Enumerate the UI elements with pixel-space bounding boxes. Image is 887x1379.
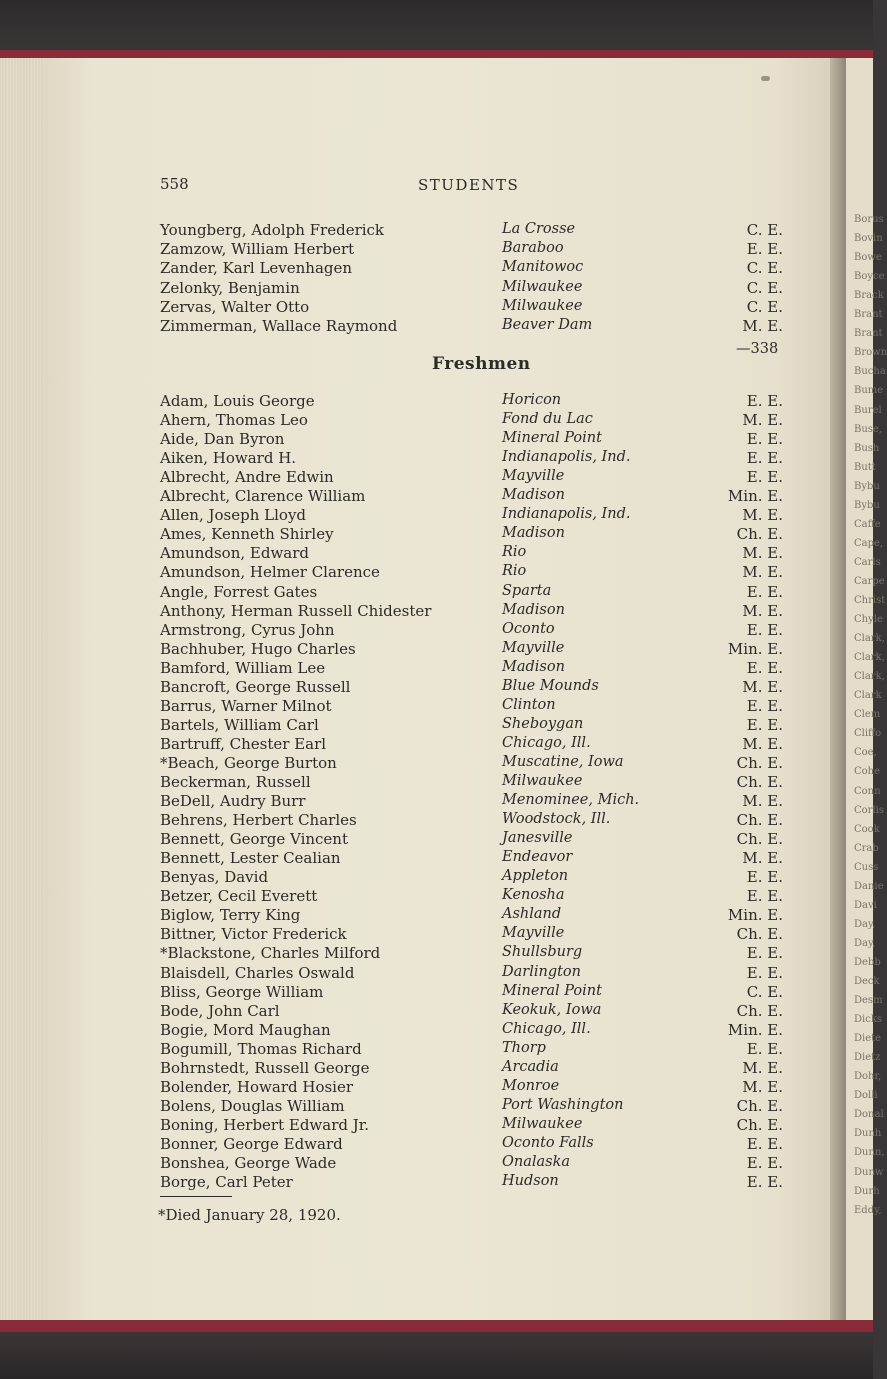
student-hometown: Mayville	[502, 925, 565, 942]
student-hometown: Darlington	[502, 963, 581, 980]
student-course: M. E.	[742, 601, 783, 620]
student-name: *Blackstone, Charles Milford	[160, 944, 381, 963]
student-course: M. E.	[742, 563, 783, 582]
student-course: M. E.	[742, 1077, 783, 1096]
student-entry	[0, 544, 873, 563]
facing-page-fragment: Davi	[854, 899, 877, 911]
student-name: Bolens, Douglas William	[160, 1096, 345, 1115]
student-name: Bittner, Victor Frederick	[160, 925, 347, 944]
student-name: Aiken, Howard H.	[160, 449, 297, 468]
student-name: Zander, Karl Levenhagen	[160, 259, 353, 278]
student-name: Bartels, William Carl	[160, 715, 319, 734]
student-name: Bancroft, George Russell	[160, 677, 351, 696]
student-entry	[0, 563, 873, 582]
student-hometown: Mayville	[502, 468, 565, 485]
facing-page-fragment: Dunh	[854, 1128, 882, 1140]
student-name: Benyas, David	[160, 868, 269, 887]
student-hometown: Thorp	[502, 1039, 546, 1056]
student-course: M. E.	[742, 792, 783, 811]
student-course: E. E.	[746, 1173, 783, 1192]
student-hometown: Oconto	[502, 620, 555, 637]
student-entry	[0, 773, 873, 792]
student-hometown: Muscatine, Iowa	[502, 753, 624, 770]
footnote: *Died January 28, 1920.	[158, 1206, 341, 1224]
student-hometown: Rio	[502, 563, 527, 580]
facing-page-fragment: Clark,	[854, 652, 885, 664]
student-hometown: Mineral Point	[502, 982, 602, 999]
student-entry	[0, 279, 873, 298]
facing-page-fragment: Dietz	[854, 1052, 881, 1064]
student-course: Ch. E.	[736, 925, 783, 944]
student-course: M. E.	[742, 411, 783, 430]
student-hometown: Madison	[502, 525, 565, 542]
student-hometown: Shullsburg	[502, 944, 583, 961]
facing-page-fragment: Crab	[854, 842, 879, 854]
facing-page-fragment: Day,	[854, 937, 876, 949]
student-course: M. E.	[742, 544, 783, 563]
running-head: STUDENTS	[418, 176, 520, 194]
student-name: Anthony, Herman Russell Chidester	[160, 601, 432, 620]
facing-page-fragment: Brant	[854, 328, 883, 340]
footnote-rule	[160, 1196, 232, 1197]
student-name: Bennett, Lester Cealian	[160, 849, 341, 868]
facing-page-fragment: Day,	[854, 918, 876, 930]
student-entry	[0, 944, 873, 963]
facing-page-fragment: Cape,	[854, 537, 884, 549]
student-entry	[0, 506, 873, 525]
student-course: E. E.	[746, 468, 783, 487]
student-name: Zimmerman, Wallace Raymond	[160, 317, 398, 335]
facing-page-fragment: Clark,	[854, 671, 885, 683]
facing-page-fragment: Danie	[854, 880, 884, 892]
facing-page-fragment: Chyle	[854, 614, 883, 626]
facing-page-fragment: Cliffo	[854, 728, 882, 740]
student-course: E. E.	[746, 392, 783, 410]
student-hometown: Oconto Falls	[502, 1134, 594, 1151]
student-hometown: Mineral Point	[502, 430, 602, 447]
student-hometown: Woodstock, Ill.	[502, 811, 611, 828]
student-entry	[0, 1173, 873, 1192]
student-name: Bode, John Carl	[160, 1001, 280, 1020]
student-course: Min. E.	[727, 1020, 783, 1039]
student-name: Bogie, Mord Maughan	[160, 1020, 331, 1039]
student-course: C. E.	[746, 221, 783, 239]
facing-page-fragment: Debb	[854, 956, 881, 968]
student-name: Boning, Herbert Edward Jr.	[160, 1115, 370, 1134]
student-hometown: Appleton	[502, 868, 569, 885]
student-name: Ahern, Thomas Leo	[160, 411, 308, 430]
student-name: Zamzow, William Herbert	[160, 240, 355, 259]
facing-page-fragment: Bovin	[854, 233, 883, 245]
student-course: Ch. E.	[736, 1115, 783, 1134]
student-hometown: Milwaukee	[502, 1115, 583, 1132]
student-course: M. E.	[742, 506, 783, 525]
student-hometown: Madison	[502, 601, 565, 618]
student-hometown: Onalaska	[502, 1154, 571, 1170]
student-course: Ch. E.	[736, 830, 783, 849]
facing-page-fragment: Cook	[854, 823, 880, 835]
facing-page-fragment: Christ	[854, 595, 886, 606]
student-course: E. E.	[746, 658, 783, 677]
student-name: Amundson, Helmer Clarence	[160, 563, 380, 582]
student-name: Angle, Forrest Gates	[160, 582, 318, 601]
facing-page-fragment: Clark	[854, 690, 882, 702]
student-entry	[0, 525, 873, 544]
student-name: Zelonky, Benjamin	[160, 278, 300, 297]
facing-page-fragment: Borus	[854, 214, 884, 225]
book-cover-top	[0, 0, 873, 52]
student-name: Bamford, William Lee	[160, 658, 326, 677]
student-name: Bohrnstedt, Russell George	[160, 1058, 370, 1077]
facing-page-fragment: Cohe	[854, 766, 881, 778]
student-name: Zervas, Walter Otto	[160, 297, 310, 316]
student-course: E. E.	[746, 1039, 783, 1058]
student-entry	[0, 487, 873, 506]
student-hometown: Madison	[502, 487, 565, 504]
student-entry	[0, 811, 873, 830]
student-course: Ch. E.	[736, 525, 783, 544]
student-course: E. E.	[746, 715, 783, 734]
student-name: Bennett, George Vincent	[160, 830, 348, 849]
facing-page-fragment: Conn	[854, 785, 881, 797]
student-entry	[0, 735, 873, 754]
facing-page-fragment: Dolli	[854, 1090, 878, 1102]
facing-page-fragment: Carls	[854, 556, 881, 568]
student-hometown: Fond du Lac	[502, 411, 593, 428]
student-entry	[0, 868, 873, 887]
student-name: Blaisdell, Charles Oswald	[160, 963, 355, 982]
student-name: Bliss, George William	[160, 982, 324, 1001]
student-name: Borge, Carl Peter	[160, 1173, 293, 1192]
student-entry	[0, 259, 873, 278]
student-entry	[0, 1059, 873, 1078]
student-hometown: Rio	[502, 544, 527, 561]
student-course: Ch. E.	[736, 773, 783, 791]
facing-page-fragment: Cuss	[854, 861, 879, 873]
facing-page-fragment: Corlis	[854, 804, 884, 816]
student-name: Ames, Kenneth Shirley	[160, 525, 334, 544]
student-course: M. E.	[742, 317, 783, 335]
student-name: Beckerman, Russell	[160, 773, 311, 791]
student-hometown: Madison	[502, 658, 565, 675]
student-entry	[0, 430, 873, 449]
student-name: Bachhuber, Hugo Charles	[160, 639, 356, 658]
student-course: Min. E.	[727, 639, 783, 658]
facing-page-fragment: Desm	[854, 995, 883, 1007]
student-entry	[0, 1002, 873, 1021]
student-entry	[0, 621, 873, 640]
student-entry	[0, 468, 873, 487]
book-gutter	[830, 58, 846, 1322]
student-hometown: Port Washington	[502, 1096, 624, 1113]
student-hometown: Keokuk, Iowa	[502, 1001, 602, 1018]
student-course: E. E.	[746, 963, 783, 982]
student-name: Bartruff, Chester Earl	[160, 734, 327, 753]
student-hometown: Indianapolis, Ind.	[502, 506, 631, 523]
facing-page-fragment: Dicks	[854, 1014, 883, 1026]
student-entry	[0, 716, 873, 735]
student-course: Ch. E.	[736, 753, 783, 772]
student-entry	[0, 449, 873, 468]
student-course: Min. E.	[727, 487, 783, 506]
student-entry	[0, 1021, 873, 1040]
student-entry	[0, 964, 873, 983]
student-name: Allen, Joseph Lloyd	[160, 506, 307, 525]
student-entry	[0, 678, 873, 697]
student-name: Bonshea, George Wade	[160, 1154, 337, 1172]
section-total: —338	[736, 341, 779, 357]
student-entry	[0, 317, 873, 336]
student-entry	[0, 640, 873, 659]
student-hometown: Chicago, Ill.	[502, 1020, 591, 1037]
student-entry	[0, 792, 873, 811]
student-course: M. E.	[742, 734, 783, 753]
facing-page-fragment: Brack	[854, 290, 884, 302]
facing-page-fragment: Clark,	[854, 633, 885, 645]
student-hometown: Sparta	[502, 582, 552, 599]
student-course: E. E.	[746, 620, 783, 639]
student-hometown: Indianapolis, Ind.	[502, 449, 631, 466]
student-name: Youngberg, Adolph Frederick	[160, 221, 385, 239]
book-binding-bottom	[0, 1320, 873, 1332]
student-course: E. E.	[746, 1134, 783, 1153]
facing-page-fragment: Deck	[854, 976, 880, 987]
student-entry	[0, 925, 873, 944]
student-course: E. E.	[746, 449, 783, 468]
student-name: BeDell, Audry Burr	[160, 792, 306, 811]
student-course: M. E.	[742, 849, 783, 868]
student-name: Bolender, Howard Hosier	[160, 1077, 354, 1096]
student-course: C. E.	[746, 982, 783, 1001]
facing-page-fragment: Bybu	[854, 499, 880, 511]
student-name: *Beach, George Burton	[160, 753, 337, 772]
student-hometown: Horicon	[502, 392, 562, 408]
student-entry	[0, 1097, 873, 1116]
student-name: Bonner, George Edward	[160, 1134, 343, 1153]
student-entry	[0, 583, 873, 602]
facing-page-fragment: Brant	[854, 309, 883, 321]
student-course: E. E.	[746, 944, 783, 963]
student-entry	[0, 1154, 873, 1173]
student-name: Albrecht, Clarence William	[160, 487, 366, 506]
student-course: M. E.	[742, 1058, 783, 1077]
facing-page-fragment: Donal	[854, 1109, 884, 1121]
student-name: Bogumill, Thomas Richard	[160, 1039, 362, 1058]
student-course: Ch. E.	[736, 811, 783, 830]
student-course: C. E.	[746, 278, 783, 297]
section-heading-freshmen: Freshmen	[432, 354, 531, 374]
student-course: E. E.	[746, 696, 783, 715]
facing-page-fragment: Brown	[854, 347, 887, 359]
facing-page-fragment: Bybu	[854, 480, 880, 492]
student-hometown: Arcadia	[502, 1058, 559, 1075]
facing-page-fragment: Clem	[854, 709, 881, 721]
student-hometown: La Crosse	[502, 221, 576, 237]
student-entry	[0, 697, 873, 716]
student-entry	[0, 1078, 873, 1097]
student-name: Biglow, Terry King	[160, 906, 301, 925]
student-course: Min. E.	[727, 906, 783, 925]
facing-page-fragment: Burel	[854, 404, 882, 416]
student-name: Adam, Louis George	[160, 392, 315, 410]
facing-page-fragment: Dunw	[854, 1166, 884, 1178]
facing-page-fragment: Bucha	[854, 366, 886, 378]
student-hometown: Beaver Dam	[502, 317, 593, 333]
facing-page-fragment: Dohr,	[854, 1071, 882, 1083]
student-hometown: Hudson	[502, 1173, 559, 1190]
facing-page-fragment: Durh	[854, 1185, 880, 1197]
student-hometown: Janesville	[502, 830, 573, 847]
student-entry	[0, 411, 873, 430]
facing-page-fragment: Bowe	[854, 252, 882, 264]
student-name: Aide, Dan Byron	[160, 430, 285, 449]
student-hometown: Manitowoc	[502, 259, 584, 276]
facing-page-fragment: Carpe	[854, 575, 885, 587]
facing-page-fragment: Dunn,	[854, 1147, 885, 1159]
student-hometown: Monroe	[502, 1077, 560, 1094]
student-hometown: Ashland	[502, 906, 562, 923]
student-course: E. E.	[746, 868, 783, 887]
student-course: Ch. E.	[736, 1096, 783, 1115]
facing-page-fragment: Butt	[854, 461, 876, 473]
student-course: C. E.	[746, 297, 783, 316]
student-hometown: Milwaukee	[502, 297, 583, 314]
student-entry	[0, 1040, 873, 1059]
student-hometown: Baraboo	[502, 240, 564, 257]
facing-page-edge	[846, 58, 887, 1322]
student-entry	[0, 298, 873, 317]
student-hometown: Chicago, Ill.	[502, 734, 591, 751]
student-course: M. E.	[742, 677, 783, 696]
student-entry	[0, 754, 873, 773]
student-entry	[0, 830, 873, 849]
student-hometown: Milwaukee	[502, 278, 583, 295]
student-name: Albrecht, Andre Edwin	[160, 468, 334, 487]
facing-page-fragment: Coe,	[854, 747, 877, 759]
student-hometown: Kenosha	[502, 887, 565, 904]
student-entry	[0, 240, 873, 259]
student-course: E. E.	[746, 582, 783, 601]
student-hometown: Mayville	[502, 639, 565, 656]
student-hometown: Blue Mounds	[502, 677, 599, 694]
student-course: E. E.	[746, 887, 783, 906]
page-number: 558	[160, 175, 189, 193]
student-name: Amundson, Edward	[160, 544, 310, 563]
student-course: E. E.	[746, 240, 783, 259]
facing-page-fragment: Buse,	[854, 423, 883, 435]
student-course: E. E.	[746, 430, 783, 449]
book-cover-bottom	[0, 1332, 873, 1379]
student-hometown: Sheboygan	[502, 715, 584, 732]
student-hometown: Milwaukee	[502, 773, 583, 789]
student-entry	[0, 1116, 873, 1135]
student-name: Armstrong, Cyrus John	[160, 620, 335, 639]
student-course: C. E.	[746, 259, 783, 278]
facing-page-fragment: Boyce	[854, 271, 885, 283]
student-hometown: Clinton	[502, 696, 556, 713]
student-entry	[0, 659, 873, 678]
student-entry	[0, 849, 873, 868]
facing-page-fragment: Eddy,	[854, 1204, 882, 1216]
facing-page-fragment: Caffe	[854, 518, 881, 530]
student-entry	[0, 392, 873, 411]
student-entry	[0, 1135, 873, 1154]
student-entry	[0, 983, 873, 1002]
student-hometown: Menominee, Mich.	[502, 792, 640, 809]
student-name: Behrens, Herbert Charles	[160, 811, 357, 830]
facing-page-fragment: Bume	[854, 385, 884, 397]
student-name: Betzer, Cecil Everett	[160, 887, 318, 906]
facing-page-fragment: Bush	[854, 442, 880, 454]
student-entry	[0, 906, 873, 925]
student-name: Barrus, Warner Milnot	[160, 696, 332, 715]
student-entry	[0, 221, 873, 240]
paper-blemish	[761, 76, 770, 81]
facing-page-fragment: Diete	[854, 1033, 882, 1045]
student-course: E. E.	[746, 1154, 783, 1172]
student-hometown: Endeavor	[502, 849, 573, 866]
student-course: Ch. E.	[736, 1001, 783, 1020]
student-entry	[0, 602, 873, 621]
student-entry	[0, 887, 873, 906]
